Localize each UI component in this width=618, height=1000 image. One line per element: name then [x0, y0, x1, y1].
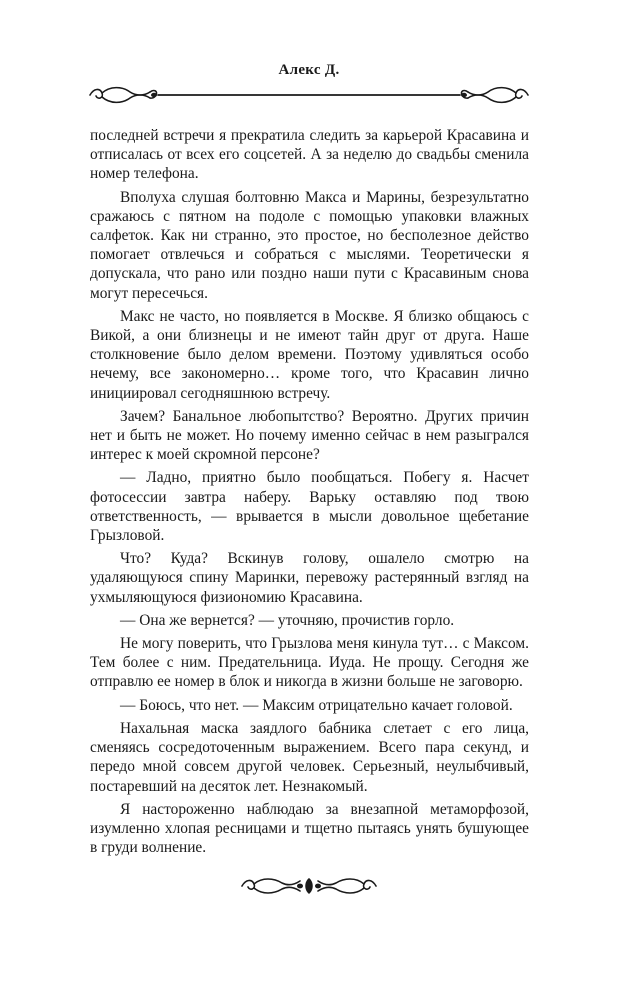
paragraph: — Она же вернется? — уточняю, прочистив горло. [120, 611, 455, 629]
flourish-divider-icon [88, 82, 530, 108]
paragraph: Не могу поверить, что Грызлова меня кинула тут… с Максом. Тем более с ним. Предательница. Иуда. Не прощу. Сегодня же отправлю ее номер в блок и никогда в жизни больше не заговорю. [90, 635, 529, 691]
running-head-author: Алекс Д. [278, 62, 340, 78]
paragraph: последней встречи я прекратила следить за карьерой Красавина и отписалась от всех его соцсетей. А за неделю до свадьбы сменила номер телефона. [90, 127, 529, 183]
paragraph: Нахальная маска заядлого бабника слетает с его лица, сменяясь сосредоточенным выражением. Всего пара секунд, и передо мной совсем другой человек. Серьезный, неулыбчивый, постаревший на десяток лет. Незнакомый. [90, 719, 529, 795]
paragraph: Зачем? Банальное любопытство? Вероятно. Других причин нет и быть не может. Но почему именно сейчас в нем разыгрался интерес к моей скромной персоне? [90, 407, 529, 464]
paragraph: — Ладно, приятно было пообщаться. Побегу я. Насчет фотосессии завтра наберу. Варьку оставляю под твою ответственность, — врывается в мысли довольное щебетание Грызловой. [90, 469, 529, 545]
paragraph: Вполуха слушая болтовню Макса и Марины, безрезультатно сражаюсь с пятном на подоле с помощью упаковки влажных салфеток. Как ни странно, это простое, но бесполезное действо помогает отвлечься и собраться с мыслями. Теоретически я допускала, что рано или поздно наши пути с Красавиным снова могут пересечься. [90, 188, 529, 302]
paragraph: — Боюсь, что нет. — Максим отрицательно качает головой. [120, 696, 513, 714]
paragraph: Макс не часто, но появляется в Москве. Я близко общаюсь с Викой, а они близнецы и не имеют тайн друг от друга. Наше столкновение было делом времени. Поэтому удивляться особо нечему, все закономерно… кроме того, что Красавин лично инициировал сегодняшнюю встречу. [90, 307, 529, 402]
body-text [90, 126, 529, 861]
paragraph: Что? Куда? Вскинув голову, ошалело смотрю на удаляющуюся спину Маринки, перевожу растерянный взгляд на ухмыляющуюся физиономию Красавина. [90, 550, 529, 606]
paragraph: Я настороженно наблюдаю за внезапной метаморфозой, изумленно хлопая ресницами и тщетно пытаясь унять бушующее в груди волнение. [90, 800, 529, 857]
flourish-end-icon [238, 872, 380, 900]
